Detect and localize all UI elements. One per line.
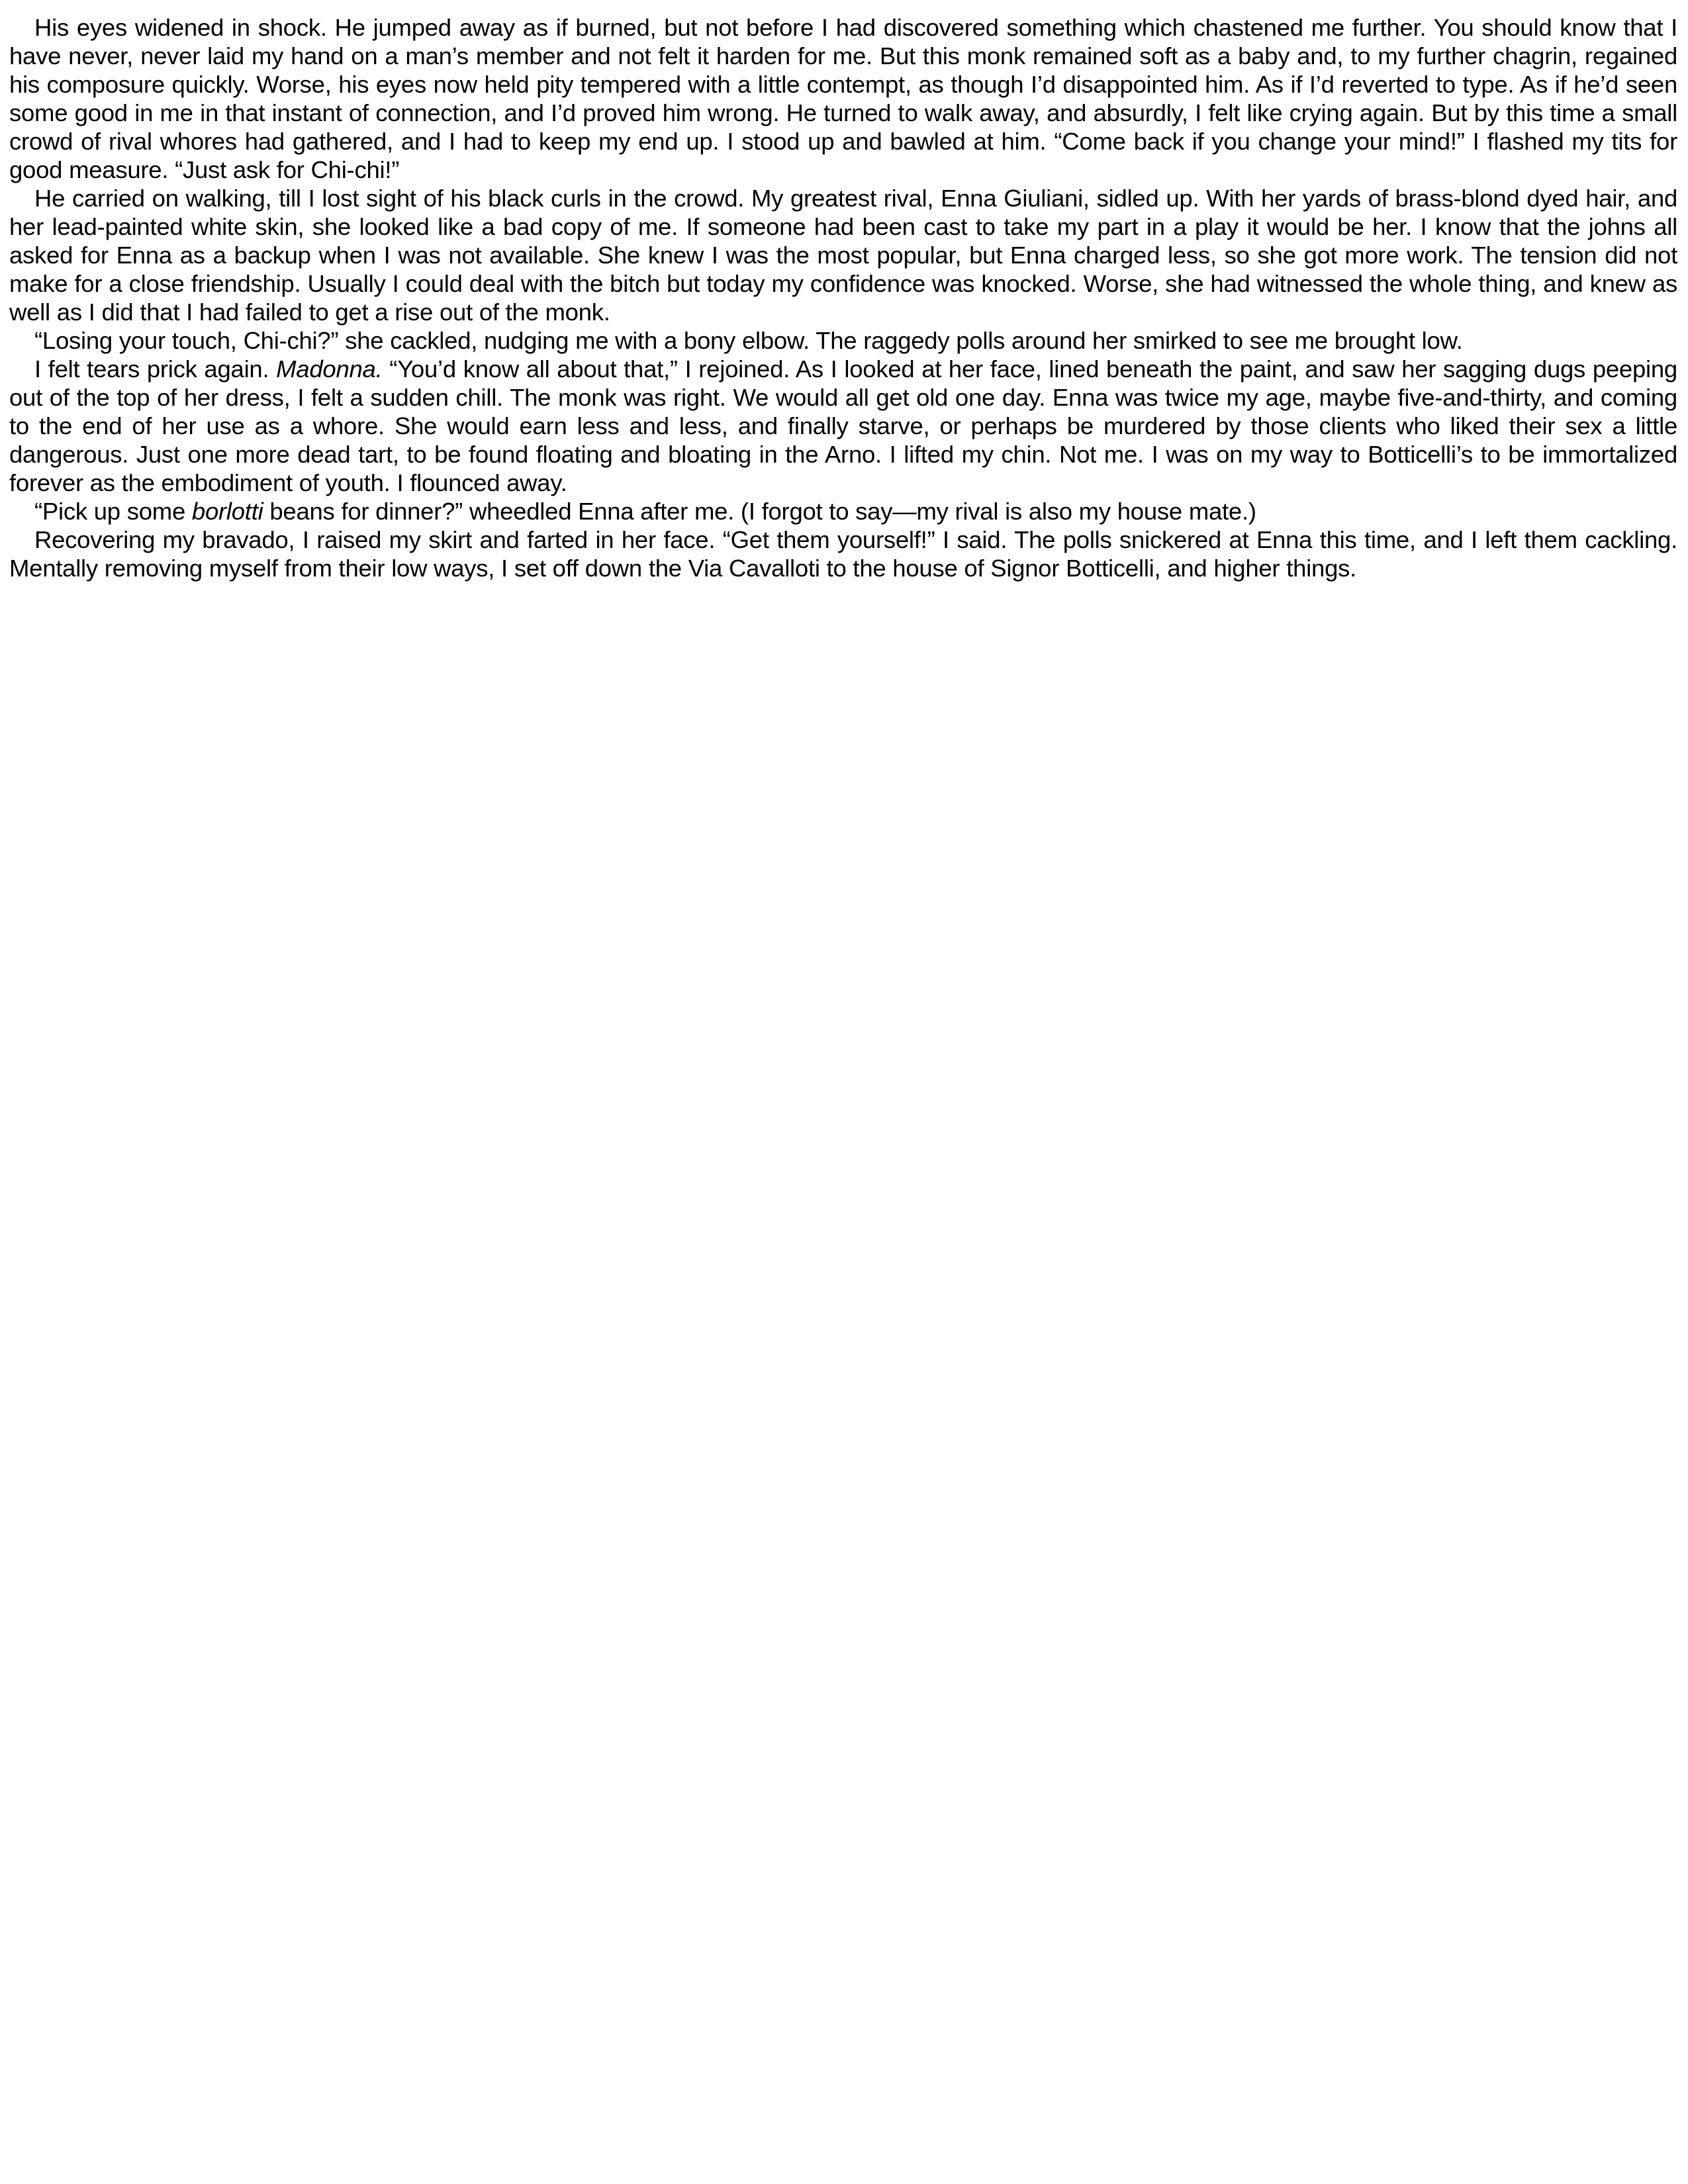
paragraph-4-text-a: I felt tears prick again. [34, 355, 277, 383]
paragraph-4-italic-madonna: Madonna. [276, 355, 383, 383]
paragraph-6-text: Recovering my bravado, I raised my skirt and farted in her face. “Get them yourself!” I said. The polls snickered at Enna this time, and I left them cackling. Mentally removing myself from their low ways, I set off down the Via Cavalloti to the house of Signor Botticelli, and higher things. [9, 526, 1677, 582]
paragraph-5 [9, 497, 1677, 525]
paragraph-3-text: “Losing your touch, Chi-chi?” she cackled, nudging me with a bony elbow. The raggedy polls around her smirked to see me brought low. [34, 327, 1463, 354]
paragraph-2-text: He carried on walking, till I lost sight of his black curls in the crowd. My greatest rival, Enna Giuliani, sidled up. With her yards of brass-blond dyed hair, and her lead-painted white skin, she looked like a bad copy of me. If someone had been cast to take my part in a play it would be her. I know that the johns all asked for Enna as a backup when I was not available. She knew I was the most popular, but Enna charged less, so she got more work. The tension did not make for a close friendship. Usually I could deal with the bitch but today my confidence was knocked. Worse, she had witnessed the whole thing, and knew as well as I did that I had failed to get a rise out of the monk. [9, 185, 1677, 326]
paragraph-4 [9, 355, 1677, 497]
paragraph-4-text-b: “You’d know all about that,” I rejoined. As I looked at her face, lined beneath the paint, and saw her sagging dugs peeping out of the top of her dress, I felt a sudden chill. The monk was right. We would all get old one day. Enna was twice my age, maybe five-and-thirty, and coming to the end of her use as a whore. She would earn less and less, and finally starve, or perhaps be murdered by those clients who liked their sex a little dangerous. Just one more dead tart, to be found floating and bloating in the Arno. I lifted my chin. Not me. I was on my way to Botticelli’s to be immortalized forever as the embodiment of youth. I flounced away. [9, 355, 1677, 496]
paragraph-5-text-b: beans for dinner?” wheedled Enna after me. (I forgot to say—my rival is also my house mate.) [263, 498, 1256, 525]
paragraph-5-text-a: “Pick up some [34, 498, 192, 525]
paragraph-1 [9, 13, 1677, 184]
paragraph-3 [9, 326, 1677, 355]
paragraph-6 [9, 525, 1677, 582]
page-body [9, 13, 1677, 582]
paragraph-1-text: His eyes widened in shock. He jumped away as if burned, but not before I had discovered something which chastened me further. You should know that I have never, never laid my hand on a man’s member and not felt it harden for me. But this monk remained soft as a baby and, to my further chagrin, regained his composure quickly. Worse, his eyes now held pity tempered with a little contempt, as though I’d disappointed him. As if I’d reverted to type. As if he’d seen some good in me in that instant of connection, and I’d proved him wrong. He turned to walk away, and absurdly, I felt like crying again. But by this time a small crowd of rival whores had gathered, and I had to keep my end up. I stood up and bawled at him. “Come back if you change your mind!” I flashed my tits for good measure. “Just ask for Chi-chi!” [9, 14, 1677, 183]
paragraph-5-italic-borlotti: borlotti [191, 498, 263, 525]
paragraph-2 [9, 184, 1677, 326]
